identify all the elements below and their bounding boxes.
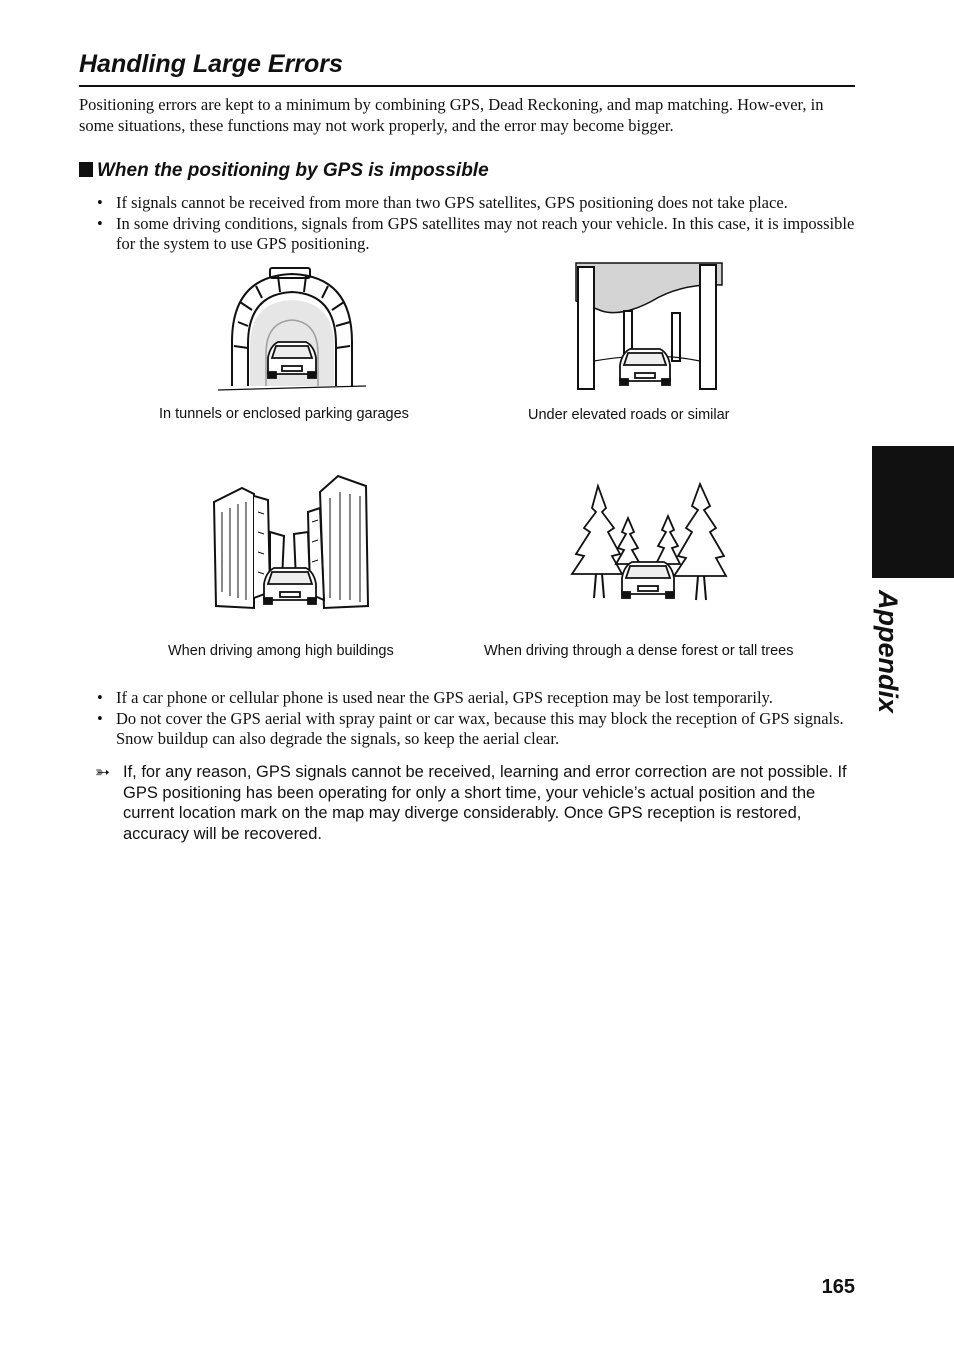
bullet-list-top — [94, 193, 862, 255]
page-number: 165 — [821, 1276, 855, 1298]
square-bullet-icon — [79, 162, 93, 177]
side-tab-marker — [872, 446, 954, 578]
title-divider — [79, 85, 855, 87]
intro-paragraph: Positioning errors are kept to a minimum by combining GPS, Dead Reckoning, and map matching. How-ever, in some situations, these functions may not work properly, and the error may become bigger. — [79, 95, 824, 135]
section-heading-text: When the positioning by GPS is impossible — [97, 160, 489, 181]
note-text: If, for any reason, GPS signals cannot be received, learning and error correction are not possible. If GPS positioning has been operating for only a short time, your vehicle’s actual position and the current location mark on the map may diverge considerably. Once GPS reception is restored, accuracy will be recovered. — [123, 763, 847, 843]
list-item: • If a car phone or cellular phone is used near the GPS aerial, GPS reception may be lost temporarily. — [94, 688, 862, 709]
list-item: • Do not cover the GPS aerial with spray paint or car wax, because this may block the reception of GPS signals. Snow buildup can also degrade the signals, so keep the aerial clear. — [94, 709, 862, 750]
elevated-road-illustration — [572, 261, 724, 391]
illustration-caption: Under elevated roads or similar — [528, 407, 730, 423]
page-title: Handling Large Errors — [79, 50, 343, 78]
illustration-caption: When driving through a dense forest or tall trees — [484, 643, 794, 659]
side-tab-label: Appendix — [873, 590, 903, 714]
note-arrow-icon: ➳ — [95, 762, 111, 782]
section-heading — [79, 159, 489, 183]
bullet-list-bottom — [94, 688, 862, 750]
forest-illustration — [562, 478, 734, 608]
note-block — [95, 762, 855, 844]
illustration-caption: When driving among high buildings — [168, 643, 394, 659]
tunnel-illustration — [218, 262, 366, 392]
list-item: • If signals cannot be received from more than two GPS satellites, GPS positioning does not take place. — [94, 193, 862, 214]
illustration-caption: In tunnels or enclosed parking garages — [159, 406, 409, 422]
buildings-illustration — [212, 472, 372, 612]
list-item: • In some driving conditions, signals from GPS satellites may not reach your vehicle. In this case, it is impossible for the system to use GPS positioning. — [94, 214, 862, 255]
